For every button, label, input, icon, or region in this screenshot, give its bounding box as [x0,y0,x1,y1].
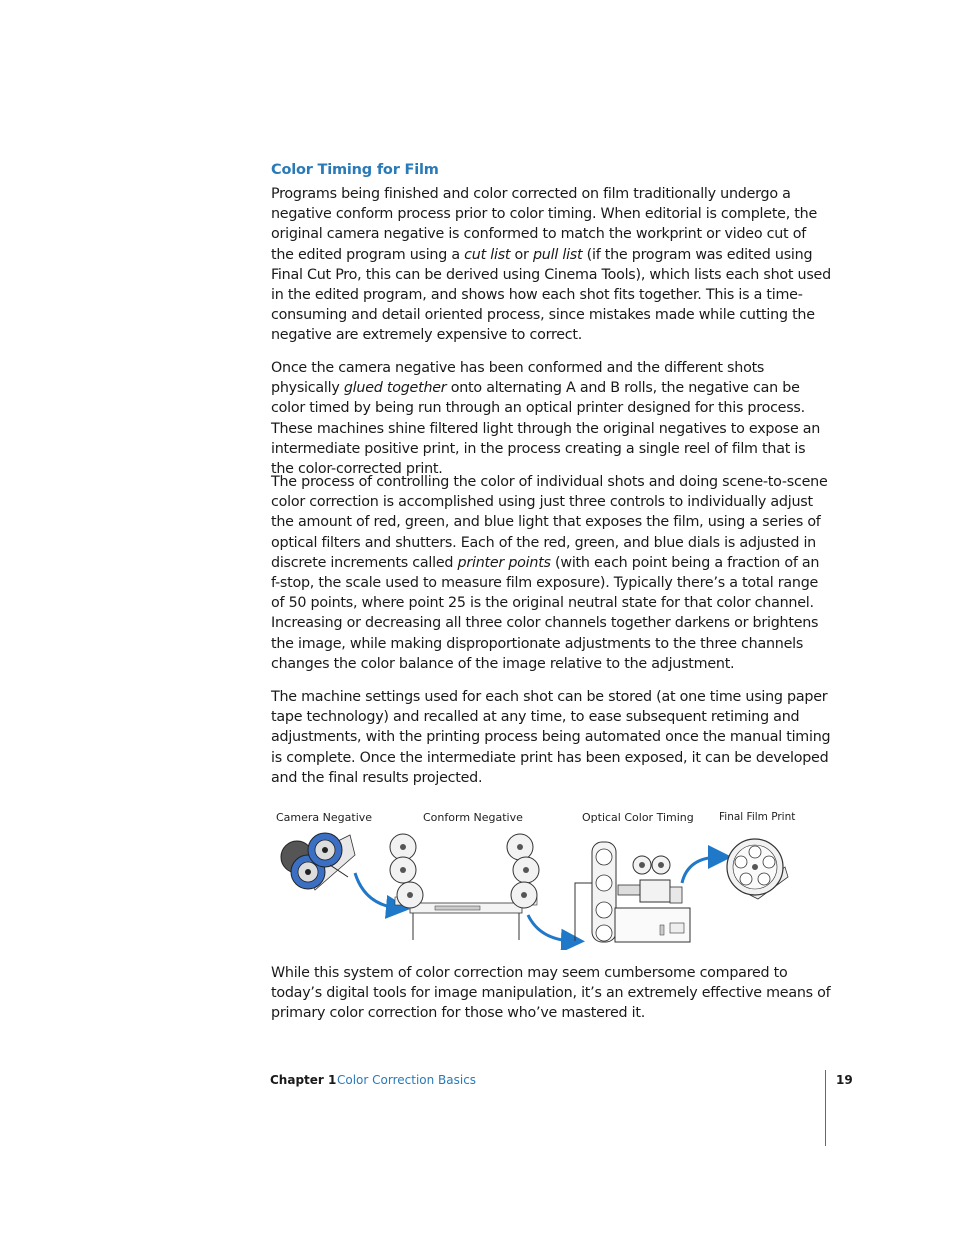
paragraph-text: Once the camera negative has been conformed and the different shots physically [271,360,765,397]
paragraph [271,358,831,479]
final-film-print-reel-icon [727,839,788,899]
paragraph-text: (with each point being a fraction of an f-stop, the scale used to measure film exposure). Typically there’s a total range of 50 points, where point 25 is the original neutral state for that color channel. Increasing or decreasing all three color channels together darkens or brightens the image, while making disproportionate adjustments to the three channels changes the color balance of the image relative to the adjustment. [271,554,820,672]
page-number: 19 [836,1073,853,1087]
paragraph [271,687,831,788]
arrow-icon [682,857,720,883]
conform-negative-bench-icon [390,834,539,940]
color-timing-process-figure [270,805,805,950]
paragraph-text: The machine settings used for each shot can be stored (at one time using paper tape technology) and recalled at any time, to ease subsequent retiming and adjustments, with the printing process being automated once the manual timing is complete. Once the intermediate print has been exposed, it can be developed and the final results projected. [271,689,831,786]
footer-divider [825,1070,826,1146]
optical-printer-icon [575,842,690,942]
arrow-icon [528,915,573,941]
paragraph [271,472,831,674]
paragraph [271,963,831,1024]
paragraph [271,184,831,346]
paragraph-text: Programs being finished and color corrected on film traditionally undergo a negative conform process prior to color timing. When editorial is complete, the original camera negative is conformed to match the workprint or video cut of the edited program using a [271,186,818,263]
italic-term: printer points [457,554,551,571]
section-heading: Color Timing for Film [271,162,439,178]
italic-term: cut list [464,246,511,263]
footer-chapter-title: Color Correction Basics [337,1073,477,1087]
paragraph-text: (if the program was edited using Final Cut Pro, this can be derived using Cinema Tools), which lists each shot used in the edited program, and shows how each shot fits together. This is a time-consuming and detail oriented process, since mistakes made while cutting the negative are extremely expensive to correct. [271,246,831,344]
figure-label-conform-negative: Conform Negative [423,811,523,824]
figure-label-final-film-print: Final Film Print [719,811,796,823]
paragraph-text: While this system of color correction may seem cumbersome compared to today’s digital tools for image manipulation, it’s an extremely effective means of primary color correction for those who’ve mastered it. [271,965,831,1022]
process-illustration [270,805,805,950]
figure-label-optical-color-timing: Optical Color Timing [582,811,694,824]
paragraph-text: onto alternating A and B rolls, the negative can be color timed by being run through an optical printer designed for this process. These machines shine filtered light through the original negatives to expose an intermediate positive print, in the process creating a single reel of film that is the color-corrected print. [271,380,821,478]
paragraph-text: The process of controlling the color of individual shots and doing scene-to-scene color correction is accomplished using just three controls to individually adjust the amount of red, green, and blue light that exposes the film, using a series of optical filters and shutters. Each of the red, green, and blue dials is adjusted in discrete increments called [271,474,828,571]
arrow-icon [355,873,398,908]
camera-negative-reels-icon [281,833,355,890]
figure-label-camera-negative: Camera Negative [276,811,373,824]
italic-term: pull list [532,246,583,263]
italic-term: glued together [343,380,447,397]
footer-chapter-label: Chapter 1 [270,1073,337,1087]
paragraph-text: or [510,246,533,263]
